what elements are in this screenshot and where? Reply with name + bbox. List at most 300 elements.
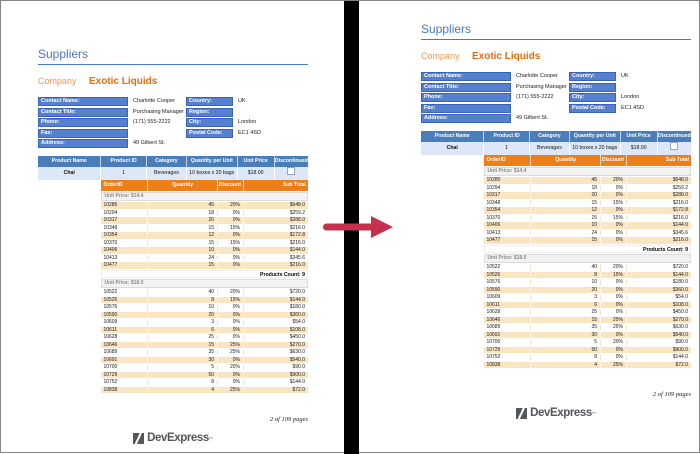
quantity-cell: 15 [148, 225, 218, 232]
order-row [484, 272, 691, 280]
quantity-cell: 15 [148, 262, 218, 269]
column-header: Discontinued [657, 132, 691, 139]
sub-total-cell: $630.0 [672, 324, 688, 330]
contact-field-row [38, 108, 186, 117]
discount-cell: 25% [601, 317, 627, 324]
report-page [38, 47, 308, 444]
product-table-header [38, 156, 308, 167]
sub-total-cell: $54.0 [292, 319, 305, 325]
product-name-cell: Chai [421, 142, 484, 155]
report-page [421, 22, 691, 419]
contact-field-row [421, 104, 569, 113]
order-row [101, 364, 308, 372]
quantity-cell: 50 [148, 372, 218, 379]
unit-price-group-header: Unit Price: $14.4 [484, 167, 691, 176]
quantity-cell: 15 [531, 215, 601, 222]
order-row [101, 304, 308, 312]
contact-field-label: Phone: [38, 118, 128, 127]
products-count-footer: Products Count: 9 [101, 270, 308, 278]
contact-field-value: Charlotte Cooper [133, 98, 175, 104]
order-row [484, 287, 691, 295]
discount-cell: 15% [601, 200, 627, 207]
quantity-cell: 45 [148, 202, 218, 209]
column-header: Discount [218, 180, 244, 191]
discount-cell: 0% [601, 354, 627, 361]
order-row [484, 237, 691, 245]
contact-field-label: Contact Title: [38, 108, 128, 117]
discount-cell: 0% [218, 210, 244, 217]
order-row [101, 342, 308, 350]
contact-field-label: City: [186, 118, 233, 127]
discount-cell: 0% [601, 230, 627, 237]
sub-total-cell: $54.0 [675, 294, 688, 300]
order-row [484, 192, 691, 200]
order-id-cell: 10294 [484, 185, 531, 192]
discount-cell: 25% [601, 362, 627, 369]
order-row [101, 289, 308, 297]
contact-section [38, 97, 308, 150]
order-row [101, 240, 308, 248]
order-row [484, 230, 691, 238]
column-header: Category [530, 131, 570, 142]
quantity-cell: 35 [531, 324, 601, 331]
sub-total-cell: $345.6 [672, 229, 688, 236]
devexpress-logo-icon [516, 408, 527, 419]
quantity-cell: 15 [531, 317, 601, 324]
quantity-cell: 24 [531, 230, 601, 237]
contact-left-column [421, 72, 569, 125]
order-id-cell: 10611 [101, 327, 148, 334]
quantity-cell: 5 [148, 364, 218, 371]
contact-field-label: Contact Name: [421, 72, 511, 81]
company-name: Exotic Liquids [471, 51, 541, 62]
order-row [484, 207, 691, 215]
order-id-cell: 10406 [484, 222, 531, 229]
column-header: Quantity per Unit [187, 156, 237, 167]
contact-field-row [569, 72, 691, 81]
discount-cell: 0% [218, 357, 244, 364]
sub-total-cell: $900.0 [289, 371, 305, 378]
discount-cell: 0% [218, 255, 244, 262]
order-row [101, 349, 308, 357]
contact-field-value: Purchasing Manager [133, 108, 184, 115]
order-row [484, 264, 691, 272]
sub-total-cell: $270.0 [289, 341, 305, 348]
discount-cell: 20% [218, 364, 244, 371]
order-id-cell: 10294 [101, 210, 148, 217]
contact-field-row [38, 139, 186, 148]
order-row [101, 334, 308, 342]
quantity-cell: 4 [148, 387, 218, 394]
quantity-cell: 25 [148, 334, 218, 341]
sub-total-cell: $144.0 [289, 247, 305, 253]
quantity-per-unit-cell: 10 boxes x 20 bags [570, 142, 620, 155]
sub-total-cell: $144.0 [672, 354, 688, 360]
order-row [484, 185, 691, 193]
order-row [101, 297, 308, 305]
order-row [484, 339, 691, 347]
unit-price-cell: $18.00 [621, 142, 658, 155]
discount-cell: 20% [218, 202, 244, 209]
contact-field-label: Region: [186, 108, 233, 117]
report-title: Suppliers [421, 22, 691, 40]
contact-field-row [421, 72, 569, 81]
order-row [101, 379, 308, 387]
quantity-cell: 24 [148, 255, 218, 262]
sub-total-cell: $144.0 [289, 379, 305, 385]
quantity-cell: 15 [148, 240, 218, 247]
order-id-cell: 10522 [484, 264, 531, 271]
order-id-cell: 10691 [484, 332, 531, 339]
order-id-cell: 10526 [484, 272, 531, 279]
quantity-cell: 10 [148, 247, 218, 254]
order-id-cell: 10838 [484, 362, 531, 369]
quantity-cell: 6 [148, 327, 218, 334]
unit-price-group-header: Unit Price: $18.0 [484, 254, 691, 263]
discount-cell: 0% [218, 232, 244, 239]
discount-cell: 25% [218, 342, 244, 349]
column-header: Unit Price [238, 156, 275, 167]
sub-total-cell: $108.0 [672, 301, 688, 308]
quantity-cell: 35 [148, 349, 218, 356]
order-id-cell: 10611 [484, 302, 531, 309]
order-row [484, 317, 691, 325]
order-groups [484, 167, 691, 369]
contact-field-label: Country: [186, 97, 233, 106]
sub-total-cell: $648.0 [289, 202, 305, 208]
report-title: Suppliers [38, 47, 308, 65]
discount-cell: 20% [601, 339, 627, 346]
contact-right-column [569, 72, 691, 125]
column-header: Quantity per Unit [570, 131, 620, 142]
contact-section [421, 72, 691, 125]
order-row [484, 200, 691, 208]
discount-cell: 0% [218, 262, 244, 269]
discount-cell: 0% [601, 237, 627, 244]
quantity-cell: 15 [148, 342, 218, 349]
column-header: Unit Price [621, 131, 658, 142]
order-id-cell: 10628 [484, 309, 531, 316]
order-id-cell: 10477 [101, 262, 148, 269]
discount-cell: 20% [218, 289, 244, 296]
contact-field-value: UK [238, 98, 246, 104]
column-header: Sub Total [665, 156, 689, 163]
sub-total-cell: $180.0 [289, 304, 305, 310]
quantity-cell: 30 [148, 357, 218, 364]
contact-field-value: (171) 555-2222 [516, 94, 554, 100]
sub-total-cell: $216.0 [289, 262, 305, 268]
quantity-cell: 18 [531, 185, 601, 192]
discount-cell: 0% [218, 247, 244, 254]
contact-field-value: London [238, 119, 257, 125]
sub-total-cell: $345.6 [289, 254, 305, 261]
contact-field-label: Contact Name: [38, 97, 128, 106]
company-label: Company [38, 76, 77, 86]
order-id-cell: 10590 [484, 287, 531, 294]
sub-total-cell: $630.0 [289, 349, 305, 355]
discount-cell: 0% [601, 294, 627, 301]
column-header: Discontinued [274, 157, 308, 164]
column-header: Quantity [531, 155, 601, 166]
discount-cell: 0% [601, 302, 627, 309]
sub-total-cell: $108.0 [289, 326, 305, 333]
discontinued-cell [275, 167, 308, 180]
sub-total-cell: $172.8 [289, 232, 305, 238]
order-row [101, 255, 308, 263]
order-id-cell: 10317 [101, 217, 148, 224]
contact-field-label: Fax: [38, 129, 128, 138]
unit-price-cell: $18.00 [238, 167, 275, 180]
order-row [101, 312, 308, 320]
company-label: Company [421, 51, 460, 61]
sub-total-cell: $90.0 [292, 364, 305, 370]
unit-price-group-header: Unit Price: $14.4 [101, 192, 308, 201]
contact-field-row [421, 114, 569, 123]
devexpress-logo [421, 407, 691, 419]
discount-cell: 0% [218, 304, 244, 311]
contact-field-label: Postal Code: [186, 129, 233, 138]
sub-total-cell: $720.0 [672, 264, 688, 270]
quantity-cell: 10 [148, 304, 218, 311]
discount-cell: 15% [601, 215, 627, 222]
order-row [484, 309, 691, 317]
discount-cell: 0% [218, 312, 244, 319]
sub-total-cell: $216.0 [289, 239, 305, 246]
column-header: Product Name [38, 156, 101, 167]
order-row [101, 217, 308, 225]
company-line [38, 71, 308, 89]
discount-cell: 0% [601, 309, 627, 316]
order-row [101, 372, 308, 380]
contact-field-label: Postal Code: [569, 104, 616, 113]
quantity-cell: 15 [531, 200, 601, 207]
devexpress-logo [38, 432, 308, 444]
sub-total-cell: $180.0 [672, 279, 688, 285]
transition-arrow-icon [321, 213, 395, 241]
order-id-cell: 10526 [101, 297, 148, 304]
quantity-cell: 4 [531, 362, 601, 369]
sub-total-cell: $360.0 [672, 286, 688, 293]
order-row [484, 215, 691, 223]
contact-field-row [186, 129, 308, 138]
sub-total-cell: $450.0 [672, 309, 688, 315]
column-header: Sub Total [282, 181, 306, 188]
contact-field-label: Country: [569, 72, 616, 81]
order-id-cell: 10576 [484, 279, 531, 286]
orders-subtable [101, 180, 308, 395]
quantity-cell: 15 [531, 237, 601, 244]
category-cell: Beverages [147, 167, 187, 180]
order-id-cell: 10700 [484, 339, 531, 346]
contact-field-value: EC1 4SD [621, 104, 644, 111]
discount-cell: 25% [218, 387, 244, 394]
discount-cell: 15% [218, 240, 244, 247]
order-id-cell: 10285 [484, 177, 531, 184]
sub-total-cell: $90.0 [675, 339, 688, 345]
contact-field-row [569, 93, 691, 102]
order-id-cell: 10348 [484, 200, 531, 207]
order-row [101, 232, 308, 240]
quantity-cell: 12 [531, 207, 601, 214]
quantity-cell: 30 [531, 332, 601, 339]
quantity-cell: 20 [531, 192, 601, 199]
quantity-cell: 20 [148, 217, 218, 224]
order-row [101, 262, 308, 270]
sub-total-cell: $288.0 [289, 217, 305, 223]
quantity-cell: 20 [148, 312, 218, 319]
order-id-cell: 10752 [101, 379, 148, 386]
orders-table-header [101, 180, 308, 191]
order-row [484, 332, 691, 340]
order-row [101, 210, 308, 218]
discontinued-cell [658, 142, 691, 155]
orders-subtable [484, 155, 691, 370]
contact-field-row [569, 104, 691, 113]
order-id-cell: 10752 [484, 354, 531, 361]
sub-total-cell: $540.0 [289, 356, 305, 363]
sub-total-cell: $216.0 [289, 224, 305, 231]
discount-cell: 15% [218, 225, 244, 232]
contact-field-row [421, 83, 569, 92]
sub-total-cell: $648.0 [672, 177, 688, 183]
devexpress-logo-text: DevExpress [147, 432, 209, 444]
contact-field-row [38, 129, 186, 138]
order-id-cell: 10477 [484, 237, 531, 244]
column-header: OrderID [484, 155, 531, 166]
order-id-cell: 10590 [101, 312, 148, 319]
quantity-cell: 5 [531, 339, 601, 346]
contact-field-value: 49 Gilbert St. [516, 115, 549, 121]
discount-cell: 20% [601, 264, 627, 271]
order-id-cell: 10348 [101, 225, 148, 232]
sub-total-cell: $144.0 [672, 271, 688, 278]
sub-total-cell: $144.0 [672, 222, 688, 228]
discount-cell: 0% [218, 319, 244, 326]
sub-total-cell: $259.2 [672, 184, 688, 191]
order-id-cell: 10691 [101, 357, 148, 364]
quantity-cell: 20 [531, 287, 601, 294]
column-header: Category [147, 156, 187, 167]
order-id-cell: 10354 [484, 207, 531, 214]
order-row [101, 247, 308, 255]
discount-cell: 0% [218, 327, 244, 334]
quantity-cell: 3 [148, 319, 218, 326]
order-id-cell: 10700 [101, 364, 148, 371]
product-name-cell: Chai [38, 167, 101, 180]
sub-total-cell: $450.0 [289, 334, 305, 340]
order-row [101, 225, 308, 233]
quantity-cell: 3 [531, 294, 601, 301]
order-row [484, 294, 691, 302]
order-id-cell: 10370 [484, 215, 531, 222]
discount-cell: 25% [601, 324, 627, 331]
order-row [101, 202, 308, 210]
company-line [421, 46, 691, 64]
order-id-cell: 10609 [484, 294, 531, 301]
contact-left-column [38, 97, 186, 150]
order-row [484, 177, 691, 185]
order-id-cell: 10646 [484, 317, 531, 324]
contact-field-value: EC1 4SD [238, 129, 261, 136]
contact-field-row [569, 83, 691, 92]
discount-cell: 0% [218, 334, 244, 341]
contact-field-value: London [621, 94, 640, 100]
order-row [484, 347, 691, 355]
discount-cell: 0% [601, 332, 627, 339]
category-cell: Beverages [530, 142, 570, 155]
discount-cell: 15% [601, 272, 627, 279]
order-id-cell: 10406 [101, 247, 148, 254]
sub-total-cell: $172.8 [672, 207, 688, 213]
order-id-cell: 10285 [101, 202, 148, 209]
order-row [101, 319, 308, 327]
order-row [484, 222, 691, 230]
discount-cell: 0% [218, 217, 244, 224]
discount-cell: 0% [218, 372, 244, 379]
quantity-cell: 8 [148, 379, 218, 386]
order-row [484, 362, 691, 370]
contact-field-label: Contact Title: [421, 83, 511, 92]
sub-total-cell: $288.0 [672, 192, 688, 198]
sub-total-cell: $216.0 [672, 199, 688, 206]
quantity-cell: 10 [531, 222, 601, 229]
sub-total-cell: $216.0 [672, 237, 688, 243]
quantity-cell: 40 [531, 264, 601, 271]
trademark-symbol: ™ [591, 410, 596, 416]
order-id-cell: 10689 [101, 349, 148, 356]
discount-cell: 0% [601, 222, 627, 229]
product-row [421, 142, 691, 155]
order-id-cell: 10522 [101, 289, 148, 296]
contact-field-label: Phone: [421, 93, 511, 102]
order-id-cell: 10576 [101, 304, 148, 311]
order-id-cell: 10628 [101, 334, 148, 341]
devexpress-logo-icon [133, 433, 144, 444]
product-table-header [421, 131, 691, 142]
discount-cell: 20% [601, 177, 627, 184]
order-id-cell: 10354 [101, 232, 148, 239]
quantity-cell: 45 [531, 177, 601, 184]
sub-total-cell: $259.2 [289, 209, 305, 216]
contact-field-label: Region: [569, 83, 616, 92]
quantity-cell: 18 [148, 210, 218, 217]
products-count-footer: Products Count: 9 [484, 245, 691, 253]
quantity-cell: 12 [148, 232, 218, 239]
product-row [38, 167, 308, 180]
quantity-per-unit-cell: 10 boxes x 20 bags [187, 167, 237, 180]
order-row [101, 357, 308, 365]
order-row [484, 324, 691, 332]
order-id-cell: 10838 [101, 387, 148, 394]
sub-total-cell: $216.0 [672, 214, 688, 221]
order-id-cell: 10317 [484, 192, 531, 199]
column-header: Product ID [101, 156, 146, 167]
order-id-cell: 10729 [484, 347, 531, 354]
contact-right-column [186, 97, 308, 150]
contact-field-label: Address: [421, 114, 511, 123]
sub-total-cell: $900.0 [672, 346, 688, 353]
contact-field-row [421, 93, 569, 102]
product-id-cell: 1 [484, 142, 529, 155]
order-id-cell: 10729 [101, 372, 148, 379]
order-id-cell: 10370 [101, 240, 148, 247]
order-row [484, 302, 691, 310]
page-number: 2 of 109 pages [652, 391, 691, 398]
order-row [484, 279, 691, 287]
discontinued-checkbox [287, 167, 295, 175]
contact-field-row [38, 97, 186, 106]
contact-field-row [186, 108, 308, 117]
